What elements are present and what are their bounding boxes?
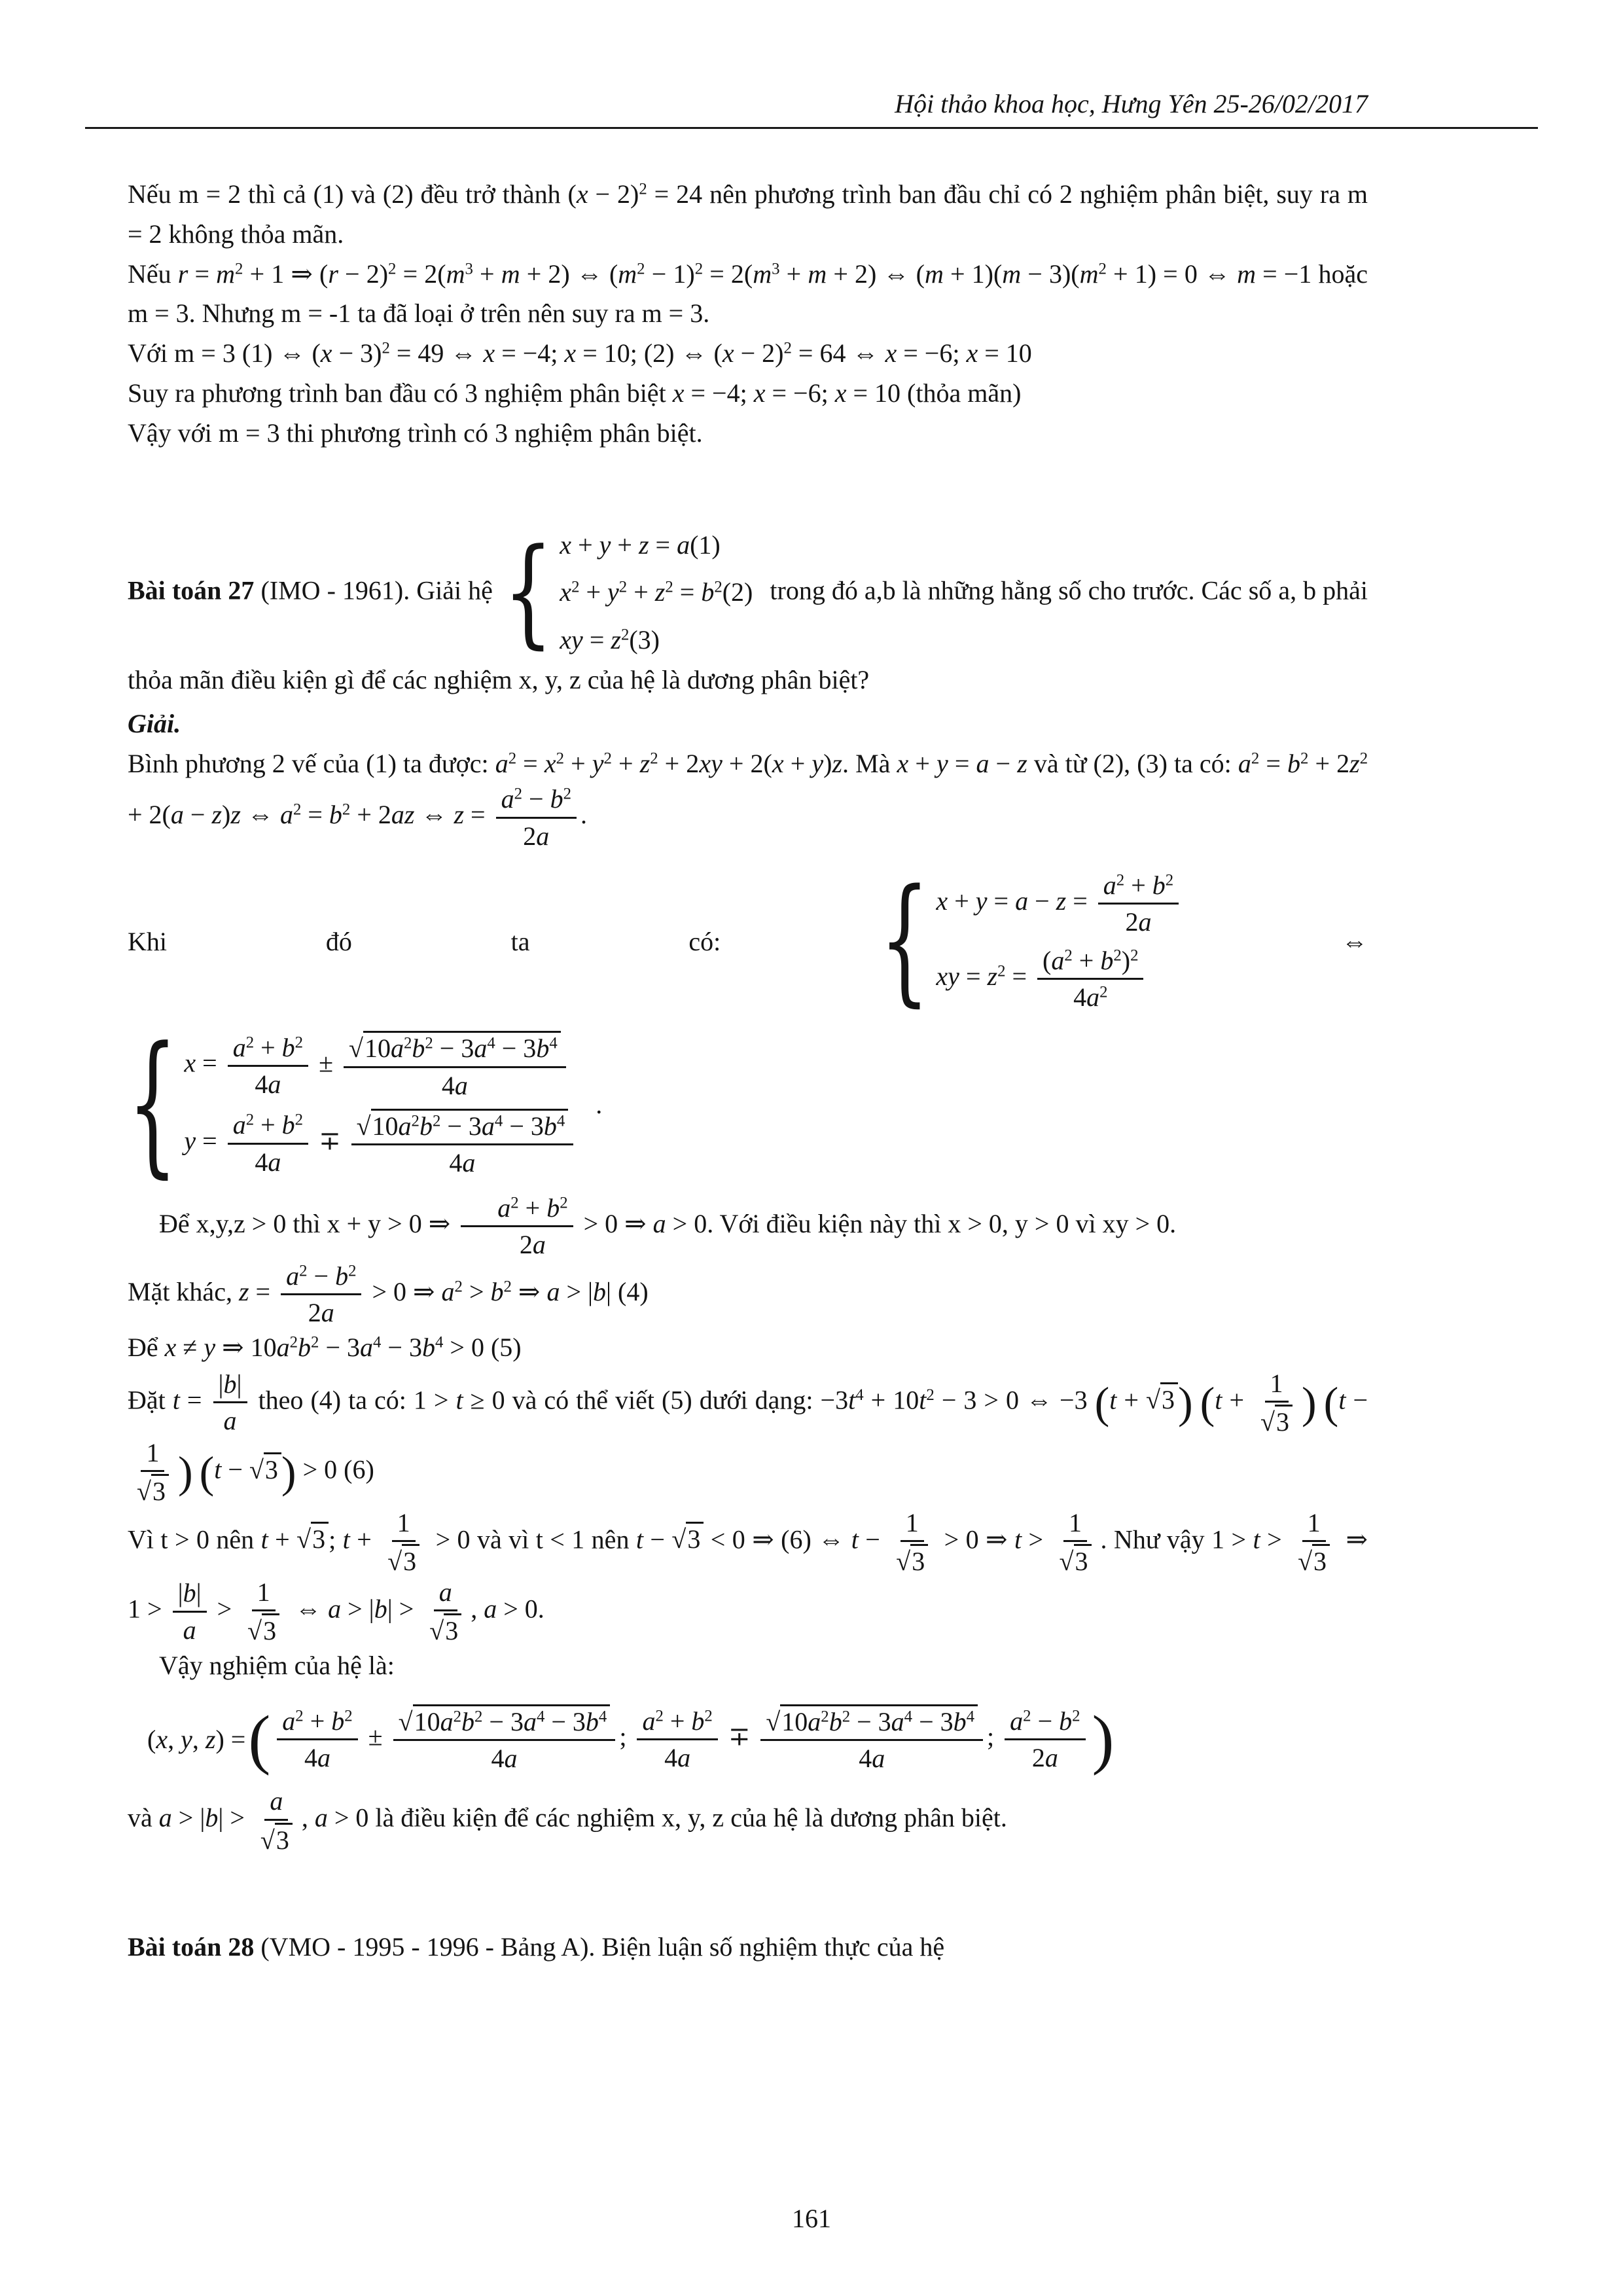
word-co: có: — [688, 926, 721, 956]
word-do: đó — [325, 926, 352, 956]
paragraph-condition: và a > |b| > $\frac{a}{√3}$ , a > 0 là điều kiện để các nghiệm x, y, z của hệ là dương phân biệt. — [128, 1786, 1007, 1855]
equation-column — [177, 1031, 577, 1178]
equation-sum: x + y = a − z = $\frac{a^2 + b^2}{2a}$ — [936, 870, 1183, 937]
paragraph-squaring: Bình phương 2 vế của (1) ta được: $a^2 = x^2 + y^2 + z^2 + 2xy + 2(x + y)z$. Mà x + y = a − z và từ (2), (3) ta có: $a^2 = b^2 + 2z^2 + 2(a - z)z$ ⇔ $a^2 = b^2 + 2az$ ⇔ z = $\frac{a^2 - b^2}{2a}$ . — [128, 748, 1368, 851]
problem-28-label: Bài toán 28 — [128, 1931, 255, 1962]
equation-1: x + y + z = a(1) — [560, 529, 721, 560]
equation-x: x = $\frac{a^2 + b^2}{4a}$ ± $\frac{√10a^2b^2 - 3a^4 - 3b^4}{4a}$ — [184, 1031, 569, 1100]
left-brace-icon: { — [128, 1015, 178, 1193]
paragraph-positivity: Để x,y,z > 0 thì x + y > 0 ⇒ $\frac{a^2 + b^2}{2a}$ > 0 ⇒ a > 0. Với điều kiện này thì x > 0, y > 0 vì xy > 0. — [159, 1193, 1177, 1260]
trailing-period: . — [596, 1090, 603, 1120]
problem-27 — [128, 526, 1368, 700]
equation-system-sum-product — [880, 861, 1183, 1020]
solution-heading: Giải. — [128, 708, 181, 738]
paragraph-substitution-t: Đặt t = $\frac{|b|}{a}$ theo (4) ta có: 1 > t ≥ 0 và có thể viết (5) dưới dạng: $-3t^4 + 10t^2 - 3 > 0$ ⇔ −3 (t + √3) (t + $\frac{1}{√3}$ ) (t − $\frac{1}{√3}$ ) (t − √3) > 0 (6) — [128, 1368, 1368, 1507]
left-brace-icon: { — [503, 524, 554, 661]
final-solution-equation — [128, 1704, 1368, 1774]
problem-28 — [128, 1928, 1368, 1967]
left-paren-icon: ( — [248, 1702, 271, 1776]
paragraph-t-analysis: Vì t > 0 nên t + √3 ; t + $\frac{1}{√3}$ > 0 và vì t < 1 nên t − √3 < 0 ⇒ (6) ⇔ t − $\frac{1}{√3}$ > 0 ⇒ t > $\frac{1}{√3}$ . Như vậy 1 > t > $\frac{1}{√3}$ ⇒ 1 > $\frac{|b|}{a}$ > $\frac{1}{√3}$ ⇔ a > |b| > $\frac{a}{√3}$ , a > 0. — [128, 1507, 1368, 1646]
equivalence-arrow: ⇔ — [1341, 926, 1368, 956]
left-brace-icon: { — [880, 861, 930, 1020]
header-rule — [85, 127, 1538, 129]
problem-27-statement: trong đó a,b là những hằng số cho trước. Các số a, b phải thỏa mãn điều kiện gì để các nghiệm x, y, z của hệ là dương phân biệt? — [128, 575, 1368, 694]
paragraph-z-positive: Mặt khác, z = $\frac{a^2 - b^2}{2a}$ > 0 ⇒ $a^2 > b^2$ ⇒ a > |b| (4) — [128, 1261, 649, 1327]
problem-27-intro: (IMO - 1961). Giải hệ — [254, 575, 493, 605]
khi-do-row — [128, 861, 1368, 1020]
word-khi: Khi — [128, 926, 167, 956]
paragraph-conclusion-roots: Suy ra phương trình ban đầu có 3 nghiệm phân biệt x = −4; x = −6; x = 10 (thỏa mãn) — [128, 378, 1022, 408]
page-header — [85, 88, 1538, 129]
final-lhs: (x, y, z) = — [147, 1724, 246, 1754]
equation-product: xy = $z^2$ = $\frac{(a^2 + b^2)^2}{4a^2}$ — [936, 945, 1147, 1013]
page-footer — [85, 2203, 1538, 2234]
paragraph-case-r: Nếu $r = m^2 + 1$ ⇒ $(r - 2)^2 = 2(m^3 + m + 2)$ ⇔ $(m^2 - 1)^2 = 2(m^3 + m + 2)$ ⇔ $(m + 1)(m - 3)(m^2 + 1) = 0$ ⇔ m = −1 hoặc m = 3. Nhưng m = -1 ta đã loại ở trên nên suy ra m = 3. — [128, 259, 1368, 329]
header-title: Hội thảo khoa học, Hưng Yên 25-26/02/2017 — [895, 89, 1368, 118]
equation-y: y = $\frac{a^2 + b^2}{4a}$ ∓ $\frac{√10a^2b^2 - 3a^4 - 3b^4}{4a}$ — [184, 1109, 577, 1178]
paragraph-x-neq-y: Để x ≠ y ⇒ $10a^2b^2 - 3a^4 - 3b^4 > 0$ (5) — [128, 1332, 522, 1362]
paragraph-case-m2: Nếu m = 2 thì cả (1) và (2) đều trở thành $(x - 2)^2 = 24$ nên phương trình ban đầu chỉ có 2 nghiệm phân biệt, suy ra m = 2 không thỏa mãn. — [128, 179, 1368, 249]
equation-column — [553, 526, 753, 660]
word-ta: ta — [510, 926, 530, 956]
problem-28-intro: (VMO - 1995 - 1996 - Bảng A). Biện luận số nghiệm thực của hệ — [254, 1931, 945, 1962]
paragraph-final-answer: Vậy với m = 3 thi phương trình có 3 nghiệm phân biệt. — [128, 418, 703, 448]
page-number: 161 — [792, 2204, 831, 2233]
final-body: $\frac{a^2 + b^2}{4a}$ ± $\frac{√10a^2b^2 - 3a^4 - 3b^4}{4a}$ ; $\frac{a^2 + b^2}{4a}$ ∓ $\frac{√10a^2b^2 - 3a^4 - 3b^4}{4a}$ ; $\frac{a^2 - b^2}{2a}$ — [273, 1704, 1089, 1774]
paragraph-case-m3: Với m = 3 (1) ⇔ $(x - 3)^2 = 49$ ⇔ x = −4; x = 10; (2) ⇔ $(x - 2)^2 = 64$ ⇔ x = −6; x = 10 — [128, 338, 1032, 368]
xy-solution-row — [128, 1015, 1368, 1193]
equation-system-27 — [503, 526, 753, 660]
problem-27-label: Bài toán 27 — [128, 575, 255, 605]
equation-system-xy — [128, 1015, 577, 1193]
paragraph-solution-intro: Vậy nghiệm của hệ là: — [159, 1651, 395, 1681]
equation-2: $x^2 + y^2 + z^2 = b^2(2)$ — [560, 577, 753, 607]
equation-column — [929, 870, 1183, 1013]
page-content — [128, 175, 1368, 1967]
right-paren-icon: ) — [1092, 1702, 1115, 1776]
equation-3: xy = $z^2(3)$ — [560, 625, 660, 655]
